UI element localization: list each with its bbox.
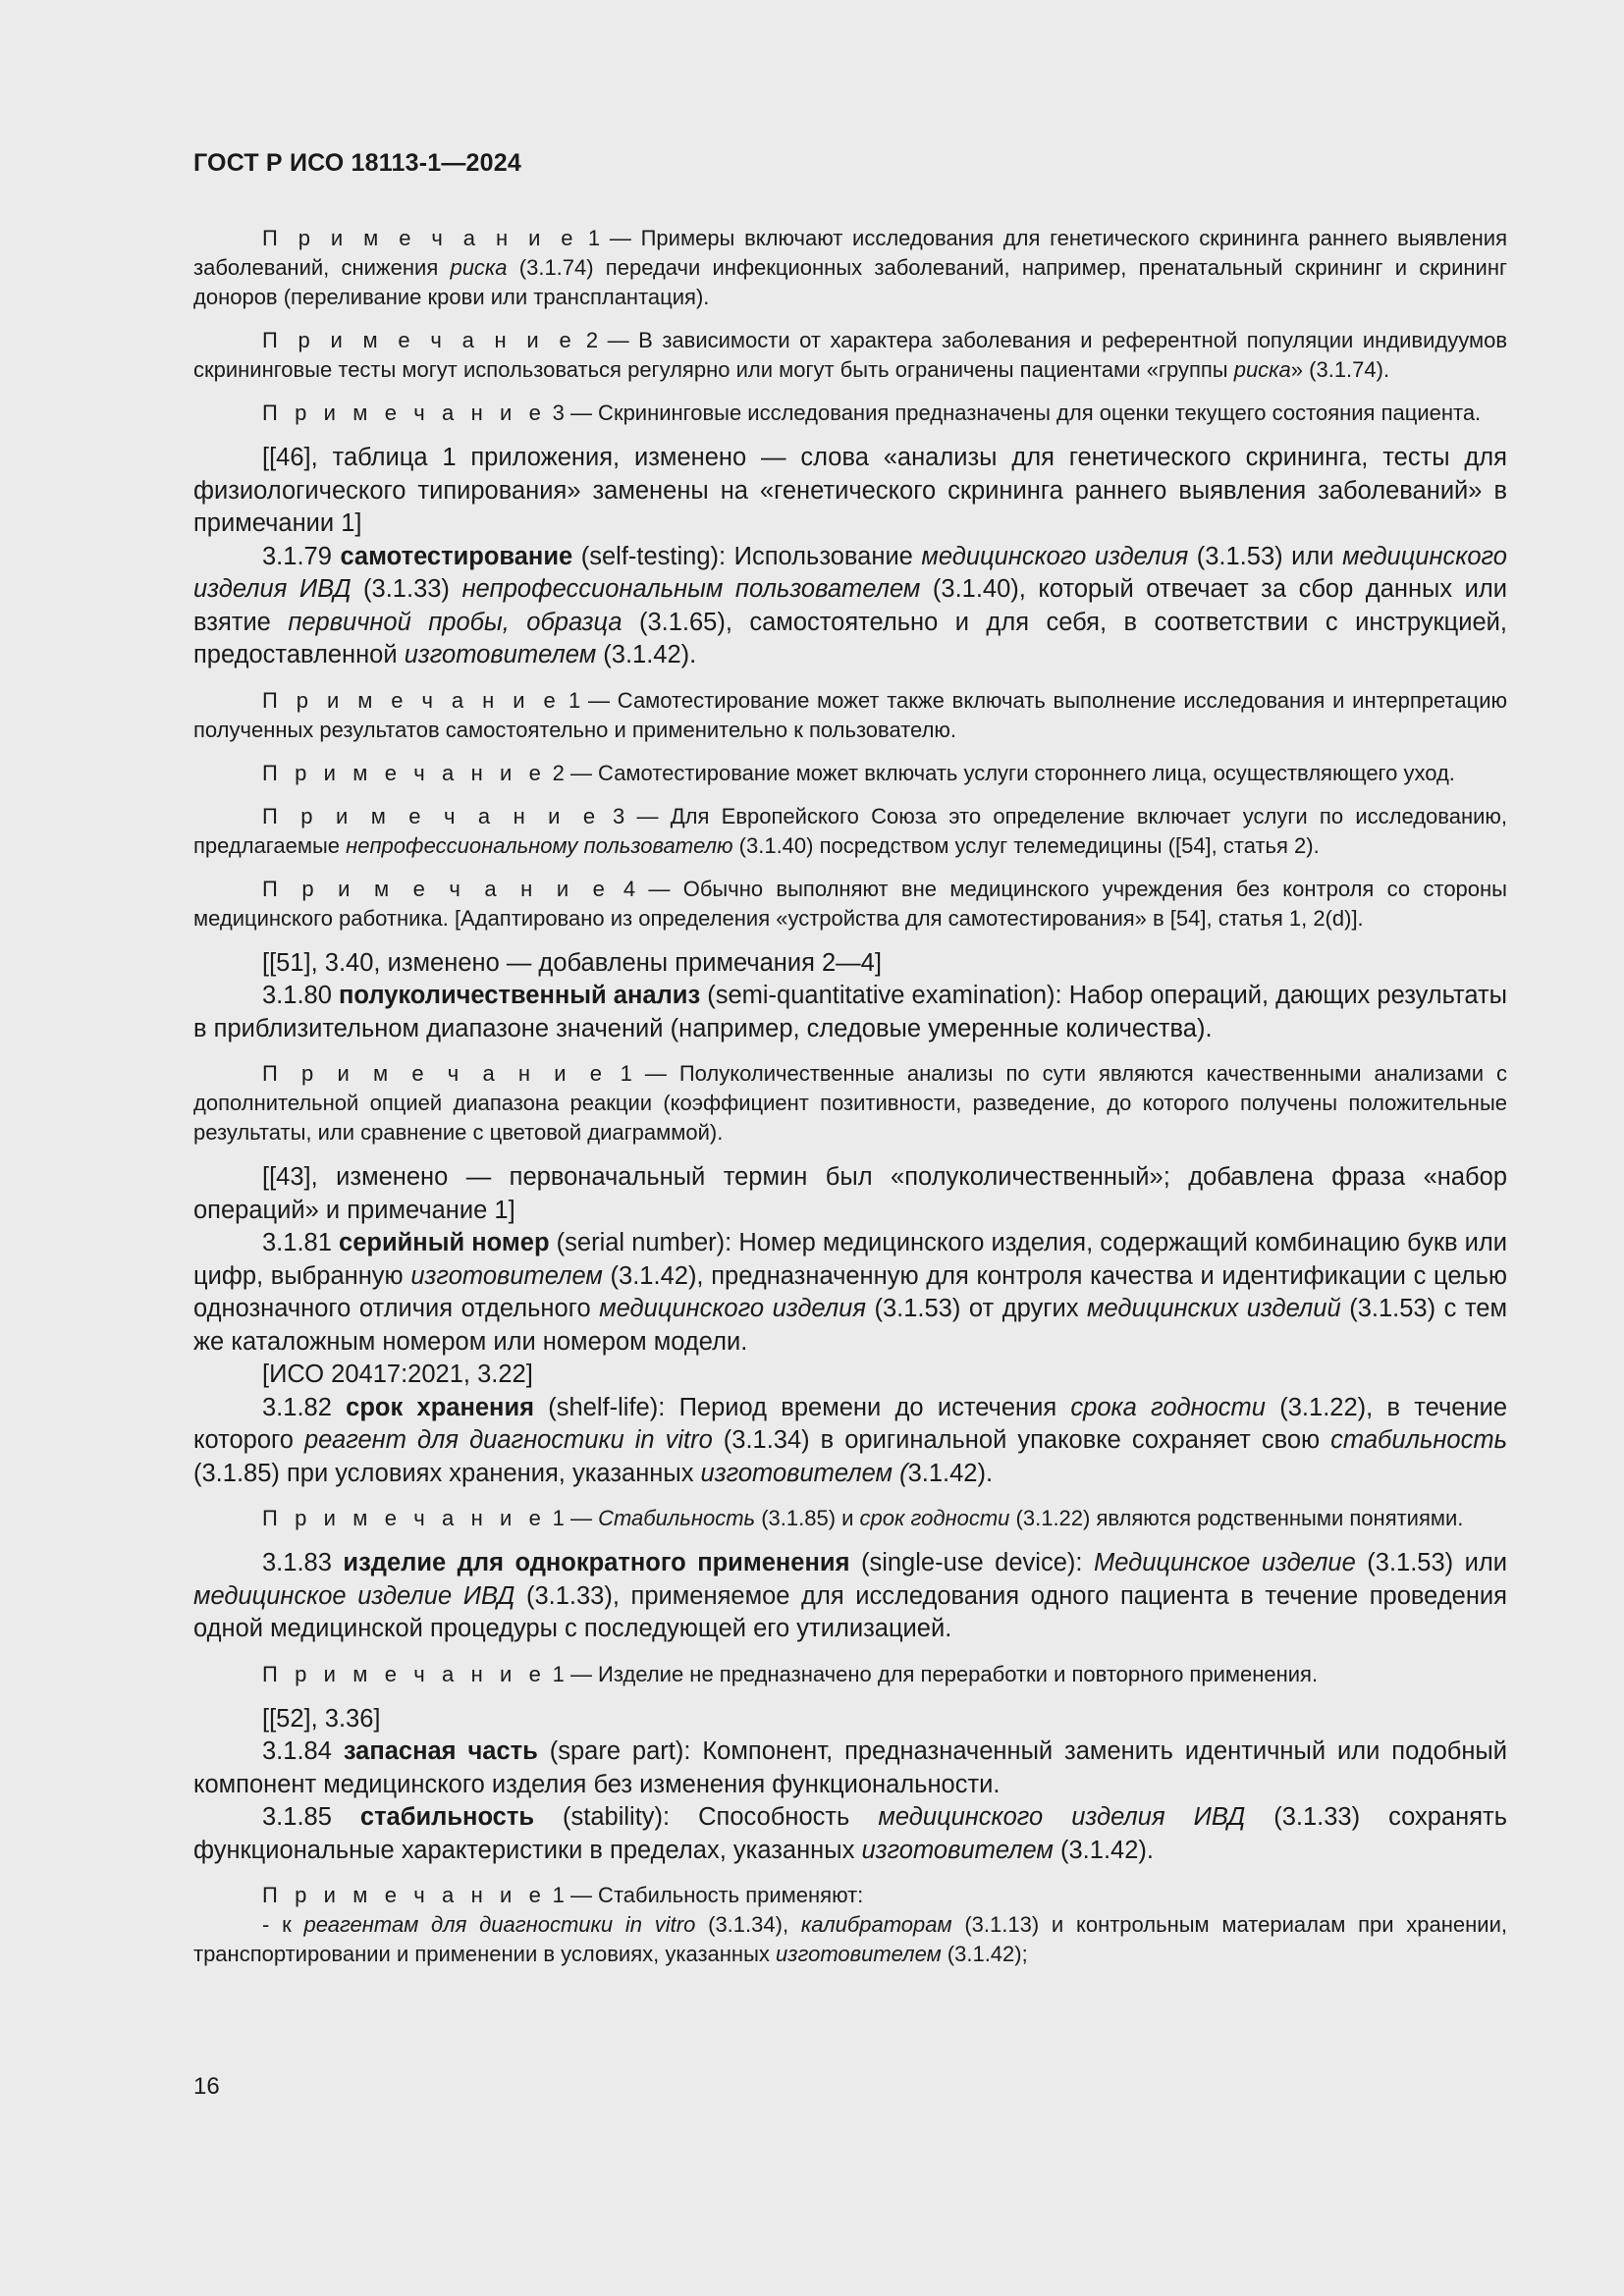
term-reference: медицинских изделий — [1087, 1295, 1341, 1322]
text-run: (stability): Способность — [534, 1803, 879, 1831]
text-run: (3.1.22), в течение которого — [193, 1393, 1507, 1454]
body-paragraph — [193, 980, 1507, 1045]
term: серийный номер — [339, 1229, 550, 1256]
text-run: » (3.1.74). — [1290, 357, 1390, 382]
note-paragraph — [193, 326, 1507, 385]
term-reference: медицинского изделия ИВД — [193, 542, 1507, 603]
text-run: 3.1.83 — [262, 1549, 344, 1576]
text-run: 3.1.85 — [262, 1803, 360, 1831]
list-item — [193, 1910, 1507, 1969]
text-run: [[43], изменено — первоначальный термин был «полуколичественный»; добавлена фраза «набор операций» и примечание 1] — [193, 1163, 1507, 1224]
text-run: - к — [262, 1912, 304, 1937]
text-run: (3.1.40), который отвечает за сбор данных или взятие — [193, 575, 1507, 636]
term-reference: непрофессиональным пользователем — [461, 575, 921, 603]
note-label: П р и м е ч а н и е — [262, 1883, 547, 1907]
text-run: (3.1.53) от других — [865, 1295, 1088, 1322]
note-label: П р и м е ч а н и е — [262, 226, 579, 250]
text-run: 1 — Стабильность применяют: — [546, 1883, 864, 1907]
body-paragraph — [193, 1227, 1507, 1359]
term-reference: калибраторам — [800, 1912, 952, 1937]
term-reference: риска — [1233, 357, 1291, 382]
text-run: (single-use device): — [849, 1549, 1094, 1576]
text-run: (3.1.40) посредством услуг телемедицины ([54], статья 2). — [732, 832, 1320, 858]
text-run: [[52], 3.36] — [262, 1704, 381, 1733]
text-run: (3.1.22) являются родственными понятиями. — [1009, 1506, 1464, 1530]
term-reference: срок годности — [859, 1506, 1010, 1530]
note-paragraph — [193, 686, 1507, 745]
note-paragraph — [193, 1504, 1507, 1533]
term-reference: риска — [450, 255, 508, 280]
term: изделие для однократного применения — [343, 1549, 850, 1576]
text-run: 1 — Изделие не предназначено для переработки и повторного применения. — [546, 1661, 1319, 1686]
term: стабильность — [359, 1803, 535, 1831]
text-run: (3.1.33) сохранять функциональные характеристики в пределах, указанных — [193, 1803, 1508, 1864]
text-run: 3.1.82 — [262, 1393, 347, 1421]
term-reference: изготовителем — [776, 1942, 942, 1966]
note-label: П р и м е ч а н и е — [262, 876, 611, 901]
body-paragraph — [193, 1735, 1507, 1801]
text-run: (3.1.74) передачи инфекционных заболеваний, например, пренатальный скрининг и скрининг доноров (переливание крови или трансплантация). — [193, 255, 1507, 309]
text-run: (3.1.34) в оригинальной упаковке сохраняет свою — [712, 1426, 1331, 1454]
term-reference: изготовителем — [861, 1836, 1054, 1864]
term-reference: непрофессиональному пользователю — [346, 832, 733, 858]
text-run: (3.1.53) или — [1355, 1549, 1508, 1576]
text-run: 1 — — [546, 1506, 599, 1530]
text-run: (semi-quantitative examination): Набор операций, дающих результаты в приблизительном диапазоне значений (например, следовые умеренные количества). — [193, 982, 1507, 1042]
body-paragraph — [193, 1547, 1507, 1646]
text-run: 2 — Самотестирование может включать услуги стороннего лица, осуществляющего уход. — [546, 760, 1455, 785]
note-label: П р и м е ч а н и е — [262, 1506, 547, 1530]
body-paragraph — [193, 947, 1507, 981]
text-run: [[51], 3.40, изменено — добавлены примечания 2—4] — [262, 948, 882, 977]
text-run: (3.1.65), самостоятельно и для себя, в соответствии с инструкцией, предоставленной — [193, 608, 1507, 668]
term: полуколичественный анализ — [338, 982, 701, 1009]
text-run: (3.1.53) с тем же каталожным номером или номером модели. — [193, 1295, 1507, 1356]
text-run: 1 — Примеры включают исследования для генетического скрининга раннего выявления заболеваний, снижения — [193, 226, 1508, 280]
term-reference: Стабильность — [598, 1506, 756, 1530]
note-label: П р и м е ч а н и е — [262, 803, 601, 828]
term-reference: изготовителем — [410, 1261, 603, 1290]
text-run: 3.1.42). — [907, 1459, 994, 1487]
term-reference: медицинское изделие ИВД — [193, 1581, 515, 1610]
note-paragraph — [193, 1059, 1507, 1148]
term: срок хранения — [346, 1393, 535, 1421]
text-run: (3.1.33), применяемое для исследования одного пациента в течение проведения одной медицинской процедуры с последующей его утилизацией. — [193, 1581, 1507, 1642]
text-run: (serial number): Номер медицинского изделия, содержащий комбинацию букв или цифр, выбранную — [193, 1229, 1508, 1290]
text-run: 3 — Для Европейского Союза это определение включает услуги по исследованию, предлагаемые — [193, 803, 1507, 858]
note-label: П р и м е ч а н и е — [262, 1661, 547, 1686]
text-run: (3.1.42). — [1053, 1836, 1154, 1864]
term-reference: медицинского изделия — [921, 542, 1189, 570]
note-label: П р и м е ч а н и е — [262, 328, 577, 352]
page-number: 16 — [193, 2073, 220, 2100]
term-reference: изготовителем ( — [700, 1459, 908, 1487]
body-paragraph — [193, 442, 1507, 541]
body-paragraph — [193, 1161, 1507, 1227]
text-run: (3.1.85) при условиях хранения, указанных — [193, 1459, 701, 1487]
body-paragraph — [193, 1801, 1507, 1867]
text-run: (3.1.42). — [596, 641, 697, 668]
note-label: П р и м е ч а н и е — [262, 400, 547, 425]
term-reference: медицинского изделия — [599, 1295, 866, 1322]
note-label: П р и м е ч а н и е — [262, 760, 547, 785]
text-run: 1 — Самотестирование может также включать выполнение исследования и интерпретацию полученных результатов самостоятельно и применительно к пользователю. — [193, 687, 1507, 742]
term-reference: первичной пробы, образца — [288, 608, 623, 636]
note-paragraph — [193, 224, 1507, 312]
note-label: П р и м е ч а н и е — [262, 687, 562, 713]
term-reference: стабильность — [1330, 1426, 1507, 1454]
term-reference: срока годности — [1070, 1393, 1266, 1421]
text-run: 3 — Скрининговые исследования предназначены для оценки текущего состояния пациента. — [546, 400, 1482, 425]
body-paragraph — [193, 541, 1507, 672]
term: запасная часть — [343, 1737, 538, 1765]
text-run: (3.1.42); — [941, 1942, 1028, 1966]
text-run: 4 — Обычно выполняют вне медицинского учреждения без контроля со стороны медицинского работника. [Адаптировано из определения «устройства для самотестирования» в [54], статья 1, 2(d)]. — [193, 876, 1507, 931]
note-paragraph — [193, 802, 1507, 861]
note-label: П р и м е ч а н и е — [262, 1061, 608, 1086]
text-run: (3.1.85) и — [755, 1506, 860, 1530]
text-run: [ИСО 20417:2021, 3.22] — [262, 1361, 533, 1388]
text-run: (3.1.33) — [351, 575, 462, 603]
document-header: ГОСТ Р ИСО 18113-1—2024 — [193, 149, 521, 177]
text-run: (3.1.42), предназначенную для контроля качества и идентификации с целью однозначного отличия отдельного — [193, 1261, 1508, 1322]
text-run: (spare part): Компонент, предназначенный заменить идентичный или подобный компонент медицинского изделия без изменения функциональности. — [193, 1737, 1508, 1798]
text-run: (self-testing): Использование — [572, 542, 922, 570]
term-reference: изготовителем — [404, 641, 597, 668]
text-run: (shelf-life): Период времени до истечения — [534, 1393, 1071, 1421]
list-item — [193, 1881, 1507, 1910]
term-reference: Медицинское изделие — [1093, 1549, 1356, 1576]
text-run: (3.1.53) или — [1188, 542, 1343, 570]
term: самотестирование — [340, 542, 573, 570]
term-reference: медицинского изделия ИВД — [878, 1803, 1246, 1831]
document-body — [193, 224, 1507, 1969]
text-run: 1 — Полуколичественные анализы по сути являются качественными анализами с дополнительной опцией диапазона реакции (коэффициент позитивности, разведение, до которого получены положительные результаты, или сравнение с цветовой диаграммой). — [193, 1061, 1507, 1145]
term-reference: реагент для диагностики in vitro — [303, 1426, 713, 1454]
text-run: 2 — В зависимости от характера заболевания и референтной популяции индивидуумов скрининговые тесты могут использоваться регулярно или могут быть ограничены пациентами «группы — [193, 328, 1507, 382]
text-run: 3.1.80 — [262, 982, 339, 1009]
text-run: 3.1.79 — [262, 542, 341, 570]
text-run: [[46], таблица 1 приложения, изменено — слова «анализы для генетического скрининга, тесты для физиологического типирования» заменены на «генетического скрининга раннего выявления заболеваний» в примечании 1] — [193, 444, 1507, 537]
note-paragraph — [193, 399, 1507, 428]
text-run: 3.1.81 — [262, 1229, 340, 1256]
text-run: (3.1.13) и контрольным материалам при хранении, транспортировании и применении в условиях, указанных — [193, 1912, 1507, 1966]
note-paragraph — [193, 759, 1507, 788]
body-paragraph — [193, 1703, 1507, 1736]
text-run: (3.1.34), — [695, 1912, 801, 1937]
term-reference: реагентам для диагностики in vitro — [303, 1912, 696, 1937]
note-paragraph — [193, 1660, 1507, 1689]
body-paragraph — [193, 1392, 1507, 1491]
text-run: 3.1.84 — [262, 1737, 344, 1765]
body-paragraph — [193, 1359, 1507, 1392]
note-paragraph — [193, 875, 1507, 934]
